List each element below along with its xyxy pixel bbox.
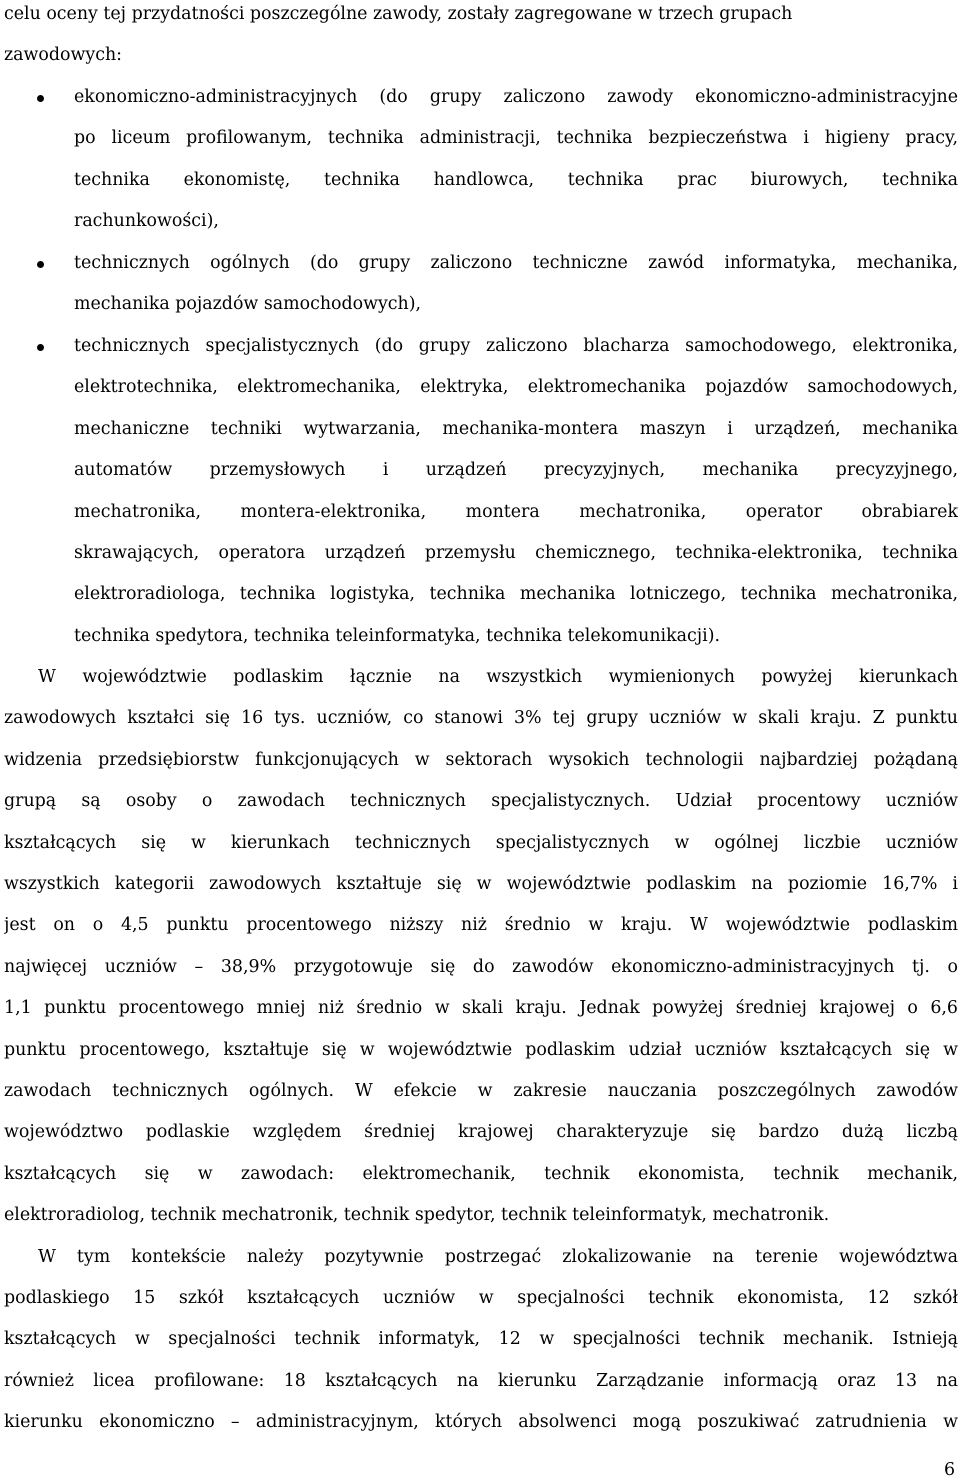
paragraph-line: 1,1 punktu procentowego mniej niż średnio w skali kraju. Jednak powyżej średniej krajowej o 6,6 [4,998,958,1018]
bullet-dot-icon [37,344,44,351]
bullet-line: ekonomiczno-administracyjnych (do grupy zaliczono zawody ekonomiczno-administracyjne [74,87,958,107]
intro-line: zawodowych: [4,45,122,65]
paragraph-line: podlaskiego 15 szkół kształcących uczniów w specjalności technik ekonomista, 12 szkół [4,1288,958,1308]
paragraph-line: widzenia przedsiębiorstw funkcjonujących w sektorach wysokich technologii najbardziej pożądaną [4,750,958,770]
intro-line: celu oceny tej przydatności poszczególne zawody, zostały zagregowane w trzech grupach [4,4,793,24]
bullet-dot-icon [37,261,44,268]
bullet-line: elektrotechnika, elektromechanika, elektryka, elektromechanika pojazdów samochodowych, [74,377,958,397]
page-number: 6 [944,1460,956,1480]
bullet-line: rachunkowości), [74,211,219,231]
paragraph-line: województwo podlaskie względem średniej krajowej charakteryzuje się bardzo dużą liczbą [4,1122,958,1142]
paragraph-line: najwięcej uczniów – 38,9% przygotowuje się do zawodów ekonomiczno-administracyjnych tj. o [4,957,958,977]
paragraph-line: również licea profilowane: 18 kształcących na kierunku Zarządzanie informacją oraz 13 na [4,1371,958,1391]
paragraph-line: elektroradiolog, technik mechatronik, technik spedytor, technik teleinformatyk, mechatronik. [4,1205,830,1225]
bullet-line: mechaniczne techniki wytwarzania, mechanika-montera maszyn i urządzeń, mechanika [74,419,958,439]
paragraph-line: zawodach technicznych ogólnych. W efekcie w zakresie nauczania poszczególnych zawodów [4,1081,958,1101]
bullet-line: skrawających, operatora urządzeń przemysłu chemicznego, technika-elektronika, technika [74,543,958,563]
bullet-line: automatów przemysłowych i urządzeń precyzyjnych, mechanika precyzyjnego, [74,460,958,480]
paragraph-line: kształcących się w kierunkach technicznych specjalistycznych w ogólnej liczbie uczniów [4,833,958,853]
paragraph-line: W województwie podlaskim łącznie na wszystkich wymienionych powyżej kierunkach [38,667,958,687]
paragraph-line: jest on o 4,5 punktu procentowego niższy niż średnio w kraju. W województwie podlaskim [4,915,958,935]
bullet-line: elektroradiologa, technika logistyka, technika mechanika lotniczego, technika mechatronika, [74,584,958,604]
bullet-line: po liceum profilowanym, technika administracji, technika bezpieczeństwa i higieny pracy, [74,128,958,148]
paragraph-line: punktu procentowego, kształtuje się w województwie podlaskim udział uczniów kształcących się w [4,1040,958,1060]
paragraph-line: grupą są osoby o zawodach technicznych specjalistycznych. Udział procentowy uczniów [4,791,958,811]
bullet-line: mechatronika, montera-elektronika, montera mechatronika, operator obrabiarek [74,502,958,522]
bullet-line: technicznych ogólnych (do grupy zaliczono techniczne zawód informatyka, mechanika, [74,253,958,273]
bullet-line: technika spedytora, technika teleinformatyka, technika telekomunikacji). [74,626,721,646]
paragraph-line: kształcących się w zawodach: elektromechanik, technik ekonomista, technik mechanik, [4,1164,958,1184]
bullet-dot-icon [37,95,44,102]
bullet-line: mechanika pojazdów samochodowych), [74,294,422,314]
bullet-line: technika ekonomistę, technika handlowca, technika prac biurowych, technika [74,170,958,190]
paragraph-line: wszystkich kategorii zawodowych kształtuje się w województwie podlaskim na poziomie 16,7% i [4,874,958,894]
bullet-line: technicznych specjalistycznych (do grupy zaliczono blacharza samochodowego, elektronika, [74,336,958,356]
paragraph-line: zawodowych kształci się 16 tys. uczniów, co stanowi 3% tej grupy uczniów w skali kraju. Z punktu [4,708,958,728]
paragraph-line: W tym kontekście należy pozytywnie postrzegać zlokalizowanie na terenie województwa [38,1247,958,1267]
paragraph-line: kształcących w specjalności technik informatyk, 12 w specjalności technik mechanik. Istnieją [4,1329,958,1349]
paragraph-line: kierunku ekonomiczno – administracyjnym, których absolwenci mogą poszukiwać zatrudnienia w [4,1412,958,1432]
